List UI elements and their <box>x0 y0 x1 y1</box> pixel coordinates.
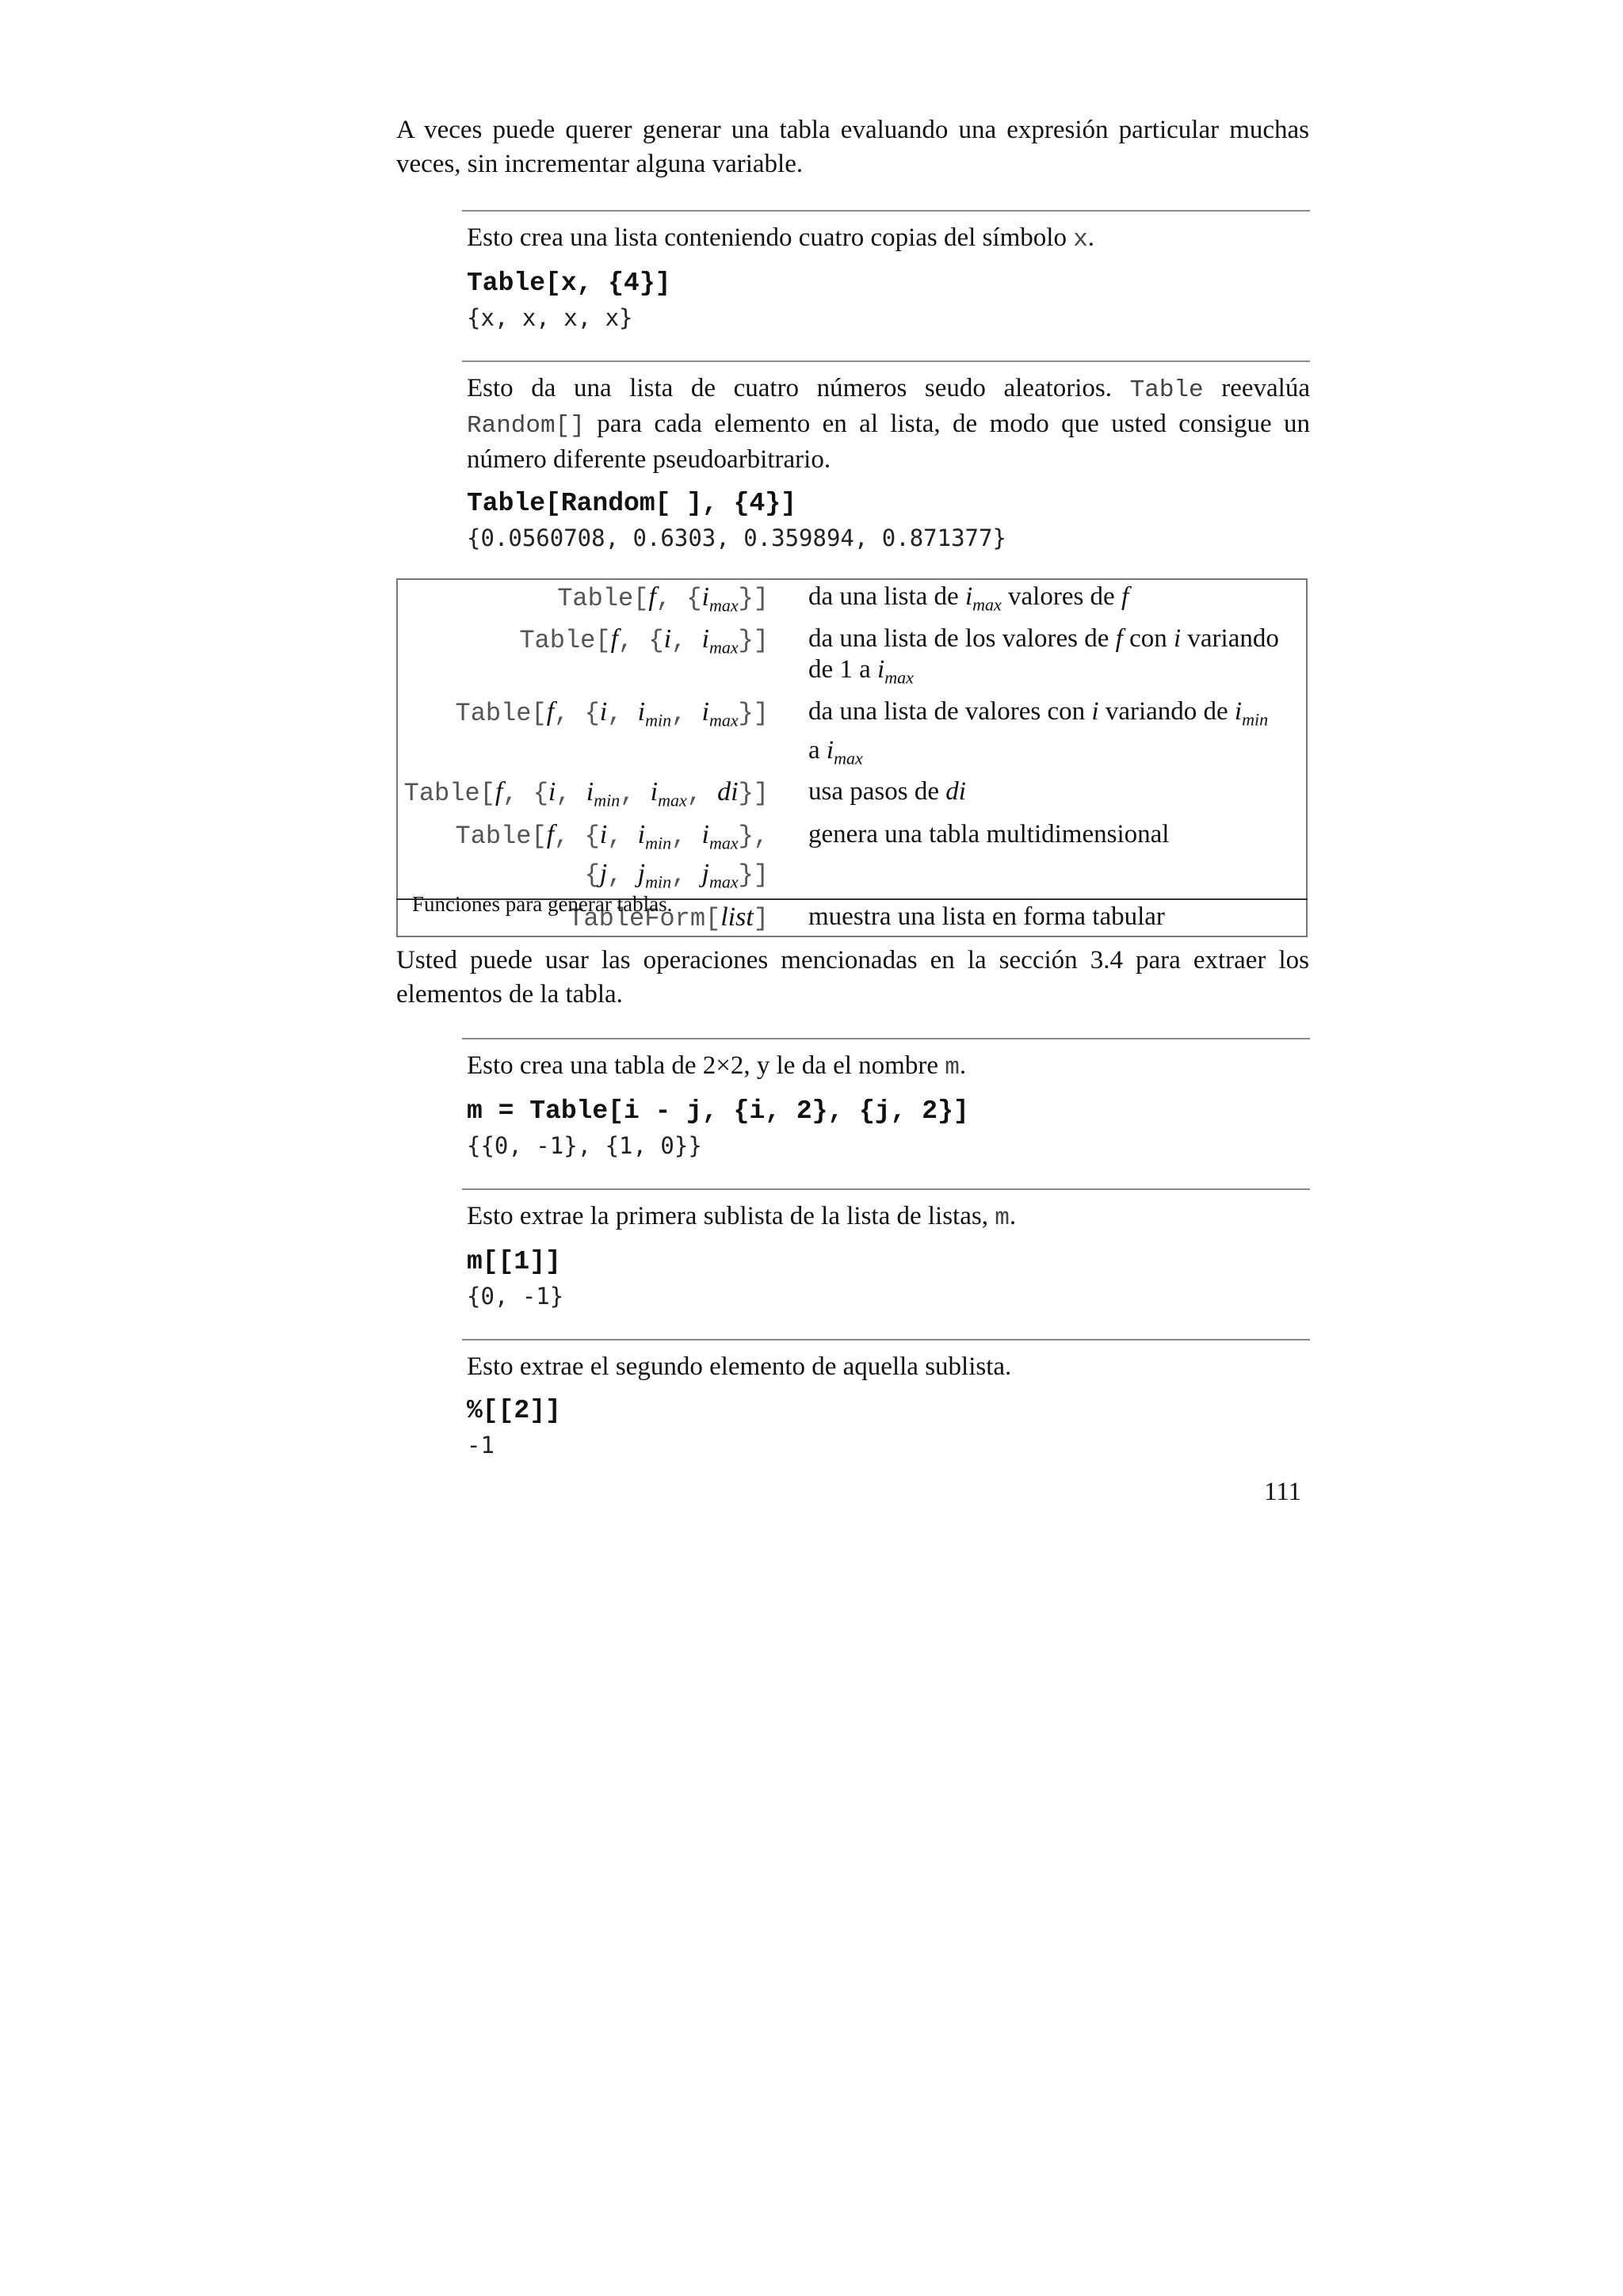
function-description: genera una tabla multidimensional <box>808 819 1170 849</box>
function-syntax: Table[f, {i, $i_{min}$, $i_{max}$}] <box>455 696 769 730</box>
output-line: {0, -1} <box>467 1283 564 1310</box>
table-row <box>397 622 1307 695</box>
output-line: {{0, -1}, {1, 0}} <box>467 1132 702 1159</box>
function-description: da una lista de $i_{max}$ valores de f <box>808 582 1129 615</box>
table-row <box>397 695 1307 775</box>
function-syntax: Table[f, $\{i_{max}\}$] <box>557 582 769 616</box>
input-line[interactable]: Table[Random[ ], {4}] <box>467 489 796 518</box>
function-description: da una lista de los valores de f con i variando de 1 a $i_{max}$ <box>808 624 1279 688</box>
function-syntax: TableForm[list] <box>397 899 788 936</box>
functions-table <box>396 578 1308 937</box>
input-line[interactable]: m = Table[i - j, {i, 2}, {j, 2}] <box>467 1097 969 1126</box>
example-cell-table-random <box>462 360 1310 553</box>
function-syntax: Table[f, {i, $i_{max}$}] <box>519 624 769 658</box>
cell-description: Esto crea una lista conteniendo cuatro copias del símbolo x. <box>467 223 1095 254</box>
table-row <box>397 818 1307 900</box>
input-line[interactable]: m[[1]] <box>467 1247 561 1276</box>
output-line: -1 <box>467 1432 495 1459</box>
cell-description: Esto crea una tabla de 2×2, y le da el nombre m. <box>467 1051 967 1081</box>
example-cell-table-x <box>462 210 1310 333</box>
function-syntax: Table[f, {i, $i_{min}$, $i_{max}$, di}] <box>403 777 769 810</box>
input-line[interactable]: %[[2]] <box>467 1396 561 1425</box>
table-row <box>397 775 1307 817</box>
page-number: 111 <box>1264 1478 1302 1506</box>
middle-paragraph: Usted puede usar las operaciones mencionadas en la sección 3.4 para extraer los elementos de la tabla. <box>396 946 1309 1009</box>
table-row <box>397 579 1307 622</box>
intro-paragraph: A veces puede querer generar una tabla evaluando una expresión particular muchas veces, sin incrementar alguna variable. <box>396 116 1309 178</box>
input-line[interactable]: Table[x, {4}] <box>467 269 671 298</box>
function-description: da una lista de valores con i variando de $i_{min}$ a $i_{max}$ <box>808 696 1269 769</box>
cell-description: Esto extrae la primera sublista de la lista de listas, m. <box>467 1202 1017 1232</box>
example-cell-table-m <box>462 1038 1310 1161</box>
example-cell-part-2 <box>462 1339 1310 1460</box>
table-caption: Funciones para generar tablas. <box>412 892 673 916</box>
function-description: muestra una lista en forma tabular <box>788 899 1307 936</box>
cell-description: Esto da una lista de cuatro números seudo aleatorios. Table reevalúa Random[] para cada elemento en al lista, de modo que usted consigue un número diferente pseudoarbitrario. <box>467 374 1310 474</box>
output-line: {x, x, x, x} <box>467 304 633 331</box>
cell-description: Esto extrae el segundo elemento de aquella sublista. <box>467 1352 1012 1381</box>
output-line: {0.0560708, 0.6303, 0.359894, 0.871377} <box>467 524 1006 551</box>
function-description: usa pasos de di <box>808 777 966 807</box>
function-syntax: Table[f, {i, $i_{min}$, $i_{max}$}, {j, $j_{min}$, $j_{max}$}] <box>455 819 769 892</box>
example-cell-m-part-1 <box>462 1188 1310 1311</box>
